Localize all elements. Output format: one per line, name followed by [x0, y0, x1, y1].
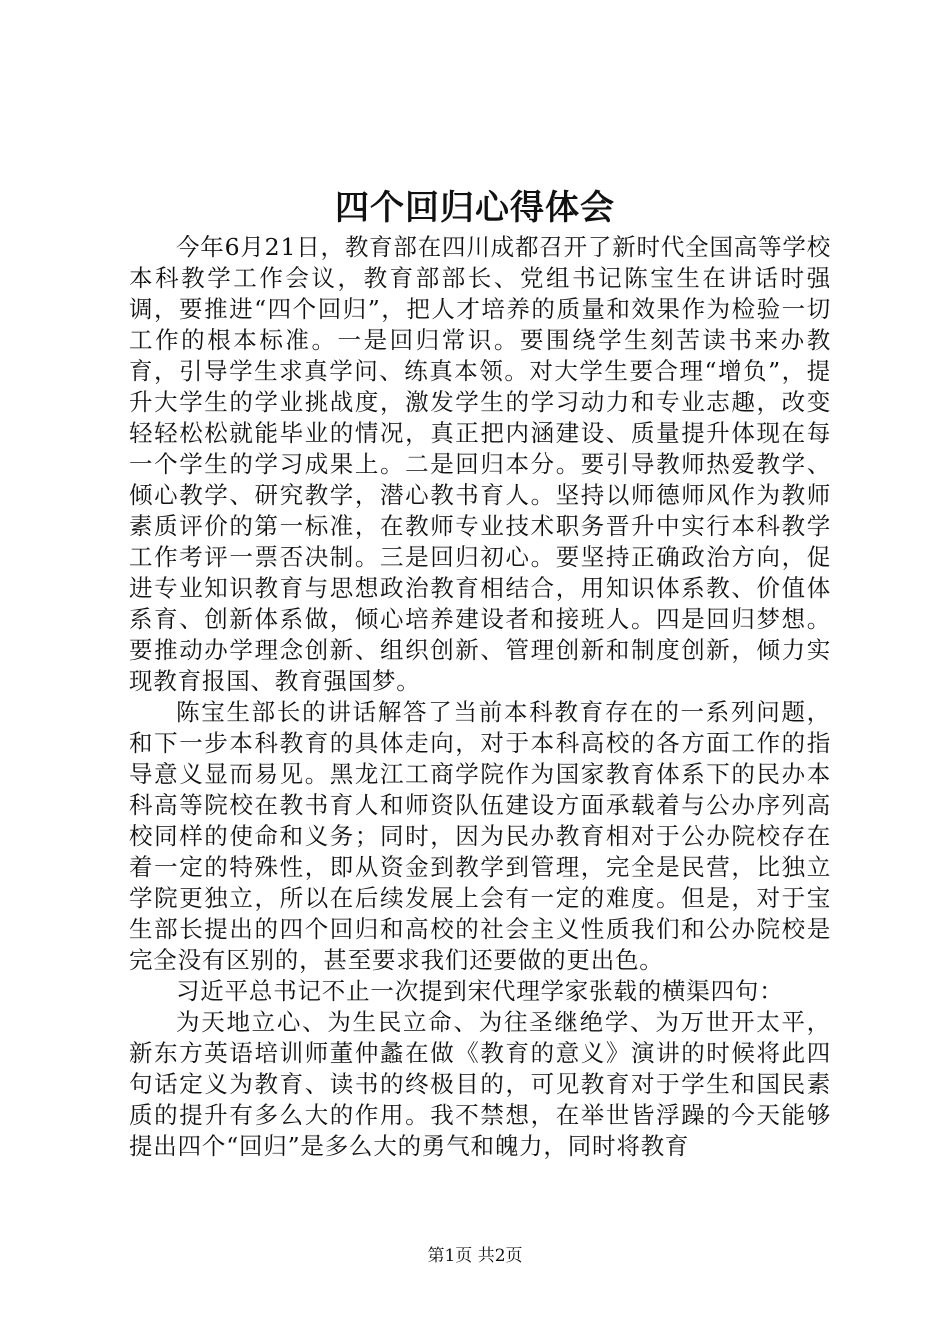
- paragraph-4: 为天地立心、为生民立命、为往圣继绝学、为万世开太平，新东方英语培训师董仲蠡在做《教育的意义》演讲的时候将此四句话定义为教育、读书的终极目的，可见教育对于学生和国民素质的提升有多么大的作用。我不禁想，在举世皆浮躁的今天能够提出四个“回归”是多么大的勇气和魄力，同时将教育: [129, 1008, 831, 1160]
- paragraph-3: 习近平总书记不止一次提到宋代理学家张载的横渠四句：: [176, 977, 784, 1005]
- page-footer: 第1页 共2页: [427, 1246, 523, 1266]
- document-title: 四个回归心得体会: [335, 188, 615, 228]
- paragraph-2: 陈宝生部长的讲话解答了当前本科教育存在的一系列问题，和下一步本科教育的具体走向，对于本科高校的各方面工作的指导意义显而易见。黑龙江工商学院作为国家教育体系下的民办本科高等院校在教书育人和师资队伍建设方面承载着与公办序列高校同样的使命和义务；同时，因为民办教育相对于公办院校存在着一定的特殊性，即从资金到教学到管理，完全是民营，比独立学院更独立，所以在后续发展上会有一定的难度。但是，对于宝生部长提出的四个回归和高校的社会主义性质我们和公办院校是完全没有区别的，甚至要求我们还要做的更出色。: [129, 698, 831, 974]
- document-body: [129, 232, 831, 1162]
- paragraph-1: 今年6月21日，教育部在四川成都召开了新时代全国高等学校本科教学工作会议，教育部部长、党组书记陈宝生在讲话时强调，要推进“四个回归”，把人才培养的质量和效果作为检验一切工作的根本标准。一是回归常识。要围绕学生刻苦读书来办教育，引导学生求真学问、练真本领。对大学生要合理“增负”，提升大学生的学业挑战度，激发学生的学习动力和专业志趣，改变轻轻松松就能毕业的情况，真正把内涵建设、质量提升体现在每一个学生的学习成果上。二是回归本分。要引导教师热爱教学、倾心教学、研究教学，潜心教书育人。坚持以师德师风作为教师素质评价的第一标准，在教师专业技术职务晋升中实行本科教学工作考评一票否决制。三是回归初心。要坚持正确政治方向，促进专业知识教育与思想政治教育相结合，用知识体系教、价值体系育、创新体系做，倾心培养建设者和接班人。四是回归梦想。要推动办学理念创新、组织创新、管理创新和制度创新，倾力实现教育报国、教育强国梦。: [129, 233, 831, 695]
